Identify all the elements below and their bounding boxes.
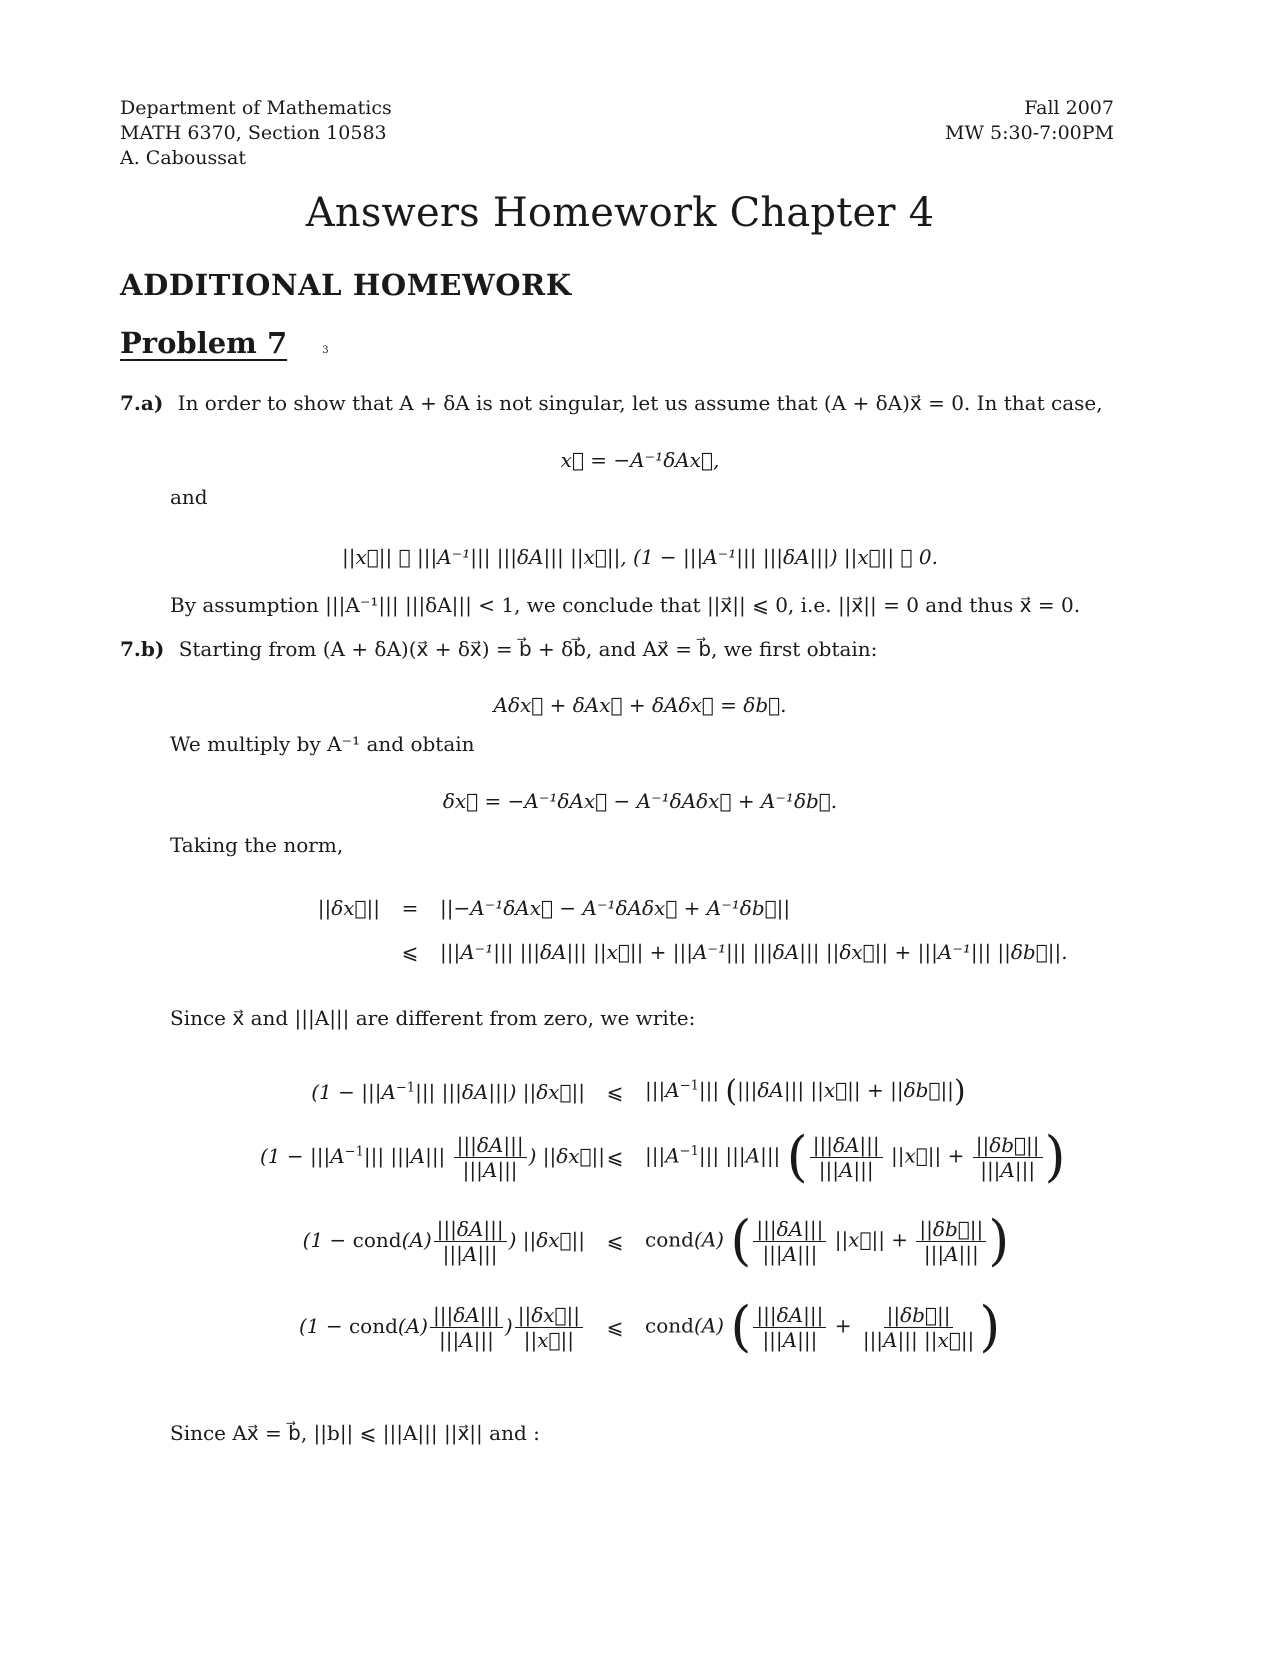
ineq-rel-1: ⩽: [606, 1079, 624, 1104]
part-a-label: 7.a): [120, 391, 164, 415]
ineq-row-4: (1 − cond(A) $\frac{|||\delta A|||}{|||A|||}$ ) $\frac{||\delta x⃗||}{||x⃗||}$ ⩽ cond(A) ( $\frac{|||\delta A|||}{|||A|||}$ + $\frac{||\delta b⃗||}{|||A||| ||x⃗||}$ ): [298, 1295, 1001, 1358]
norm-rhs-2: |||A⁻¹||| |||δA||| ||x⃗|| + |||A⁻¹||| |||δA||| ||δx⃗|| + |||A⁻¹||| ||δb⃗||.: [440, 940, 1068, 964]
header-right: [945, 96, 1114, 146]
instructor: A. Caboussat: [120, 147, 246, 169]
semester: Fall 2007: [1024, 97, 1114, 119]
part-b-since-2: Since Ax⃗ = b⃗, ||b|| ⩽ |||A||| ||x⃗|| and :: [170, 1421, 540, 1445]
ineq-rel-2: ⩽: [606, 1145, 624, 1169]
ineq-row-1: ($1 - |||A^{-1}|||$ |||δA|||) ||δx⃗|| ⩽ $|||A^{-1}|||$ (|||δA||| ||x⃗|| + ||δb⃗||): [311, 1074, 966, 1109]
norm-rel-2: ⩽: [401, 940, 419, 964]
problem-title: Problem 7: [120, 326, 288, 360]
schedule: MW 5:30-7:00PM: [944, 122, 1114, 144]
part-a-intro: In order to show that A + δA is not singular, let us assume that (A + δA)x⃗ = 0. In that case,: [177, 391, 1103, 415]
problem-heading: [120, 326, 329, 360]
part-a-equation-1: x⃗ = −A⁻¹δAx⃗,: [560, 448, 720, 472]
page-title: Answers Homework Chapter 4: [305, 190, 935, 236]
norm-rel-1: =: [401, 896, 419, 920]
department: Department of Mathematics: [120, 97, 392, 119]
norm-rhs-1: ||−A⁻¹δAx⃗ − A⁻¹δAδx⃗ + A⁻¹δb⃗||: [440, 896, 791, 920]
part-a-intro-line: [120, 390, 1103, 416]
ineq-rel-4: ⩽: [606, 1315, 624, 1339]
part-b-multiply: We multiply by A⁻¹ and obtain: [170, 732, 475, 756]
norm-lhs: ||δx⃗||: [317, 896, 380, 920]
part-a-and: and: [170, 485, 208, 509]
ineq-rel-3: ⩽: [606, 1229, 624, 1253]
part-b-equation-2: δx⃗ = −A⁻¹δAx⃗ − A⁻¹δAδx⃗ + A⁻¹δb⃗.: [442, 789, 838, 813]
ineq-row-3: (1 − cond(A) $\frac{|||\delta A|||}{|||A|||}$ ) ||δx⃗|| ⩽ cond(A) ( $\frac{|||\delta A|||}{|||A|||}$ ||x⃗|| + $\frac{||\delta b⃗||}{|||A|||}$ ): [302, 1209, 1010, 1272]
part-b-taking-norm: Taking the norm,: [170, 833, 344, 857]
problem-mark: 3: [322, 345, 329, 356]
norm-row-1: [300, 896, 790, 920]
part-b-label: 7.b): [120, 637, 165, 661]
part-b-equation-1: Aδx⃗ + δAx⃗ + δAδx⃗ = δb⃗.: [493, 693, 787, 717]
header-left: [120, 96, 392, 171]
part-b-intro: Starting from (A + δA)(x⃗ + δx⃗) = b⃗ + δb⃗, and Ax⃗ = b⃗, we first obtain:: [178, 637, 878, 661]
section-title: ADDITIONAL HOMEWORK: [120, 268, 572, 302]
part-b-since-1: Since x⃗ and |||A||| are different from zero, we write:: [170, 1006, 696, 1030]
part-a-equation-2: ||x⃗|| ⩽ |||A⁻¹||| |||δA||| ||x⃗||, (1 − |||A⁻¹||| |||δA|||) ||x⃗|| ⩽ 0.: [342, 545, 938, 569]
part-a-conclusion: By assumption |||A⁻¹||| |||δA||| < 1, we conclude that ||x⃗|| ⩽ 0, i.e. ||x⃗|| = 0 and thus x⃗ = 0.: [170, 593, 1081, 617]
ineq-row-2: ($1 - |||A^{-1}|||$ |||A||| $\frac{|||\delta A|||}{|||A|||}$ ) ||δx⃗|| ⩽ $|||A^{-1}|||$ |||A||| ( $\frac{|||\delta A|||}{|||A|||}$ ||x⃗|| + $\frac{||\delta b⃗||}{|||A|||}$ ): [260, 1125, 1066, 1188]
norm-row-2: [300, 940, 1068, 964]
course: MATH 6370, Section 10583: [120, 122, 387, 144]
part-b-intro-line: [120, 636, 877, 662]
